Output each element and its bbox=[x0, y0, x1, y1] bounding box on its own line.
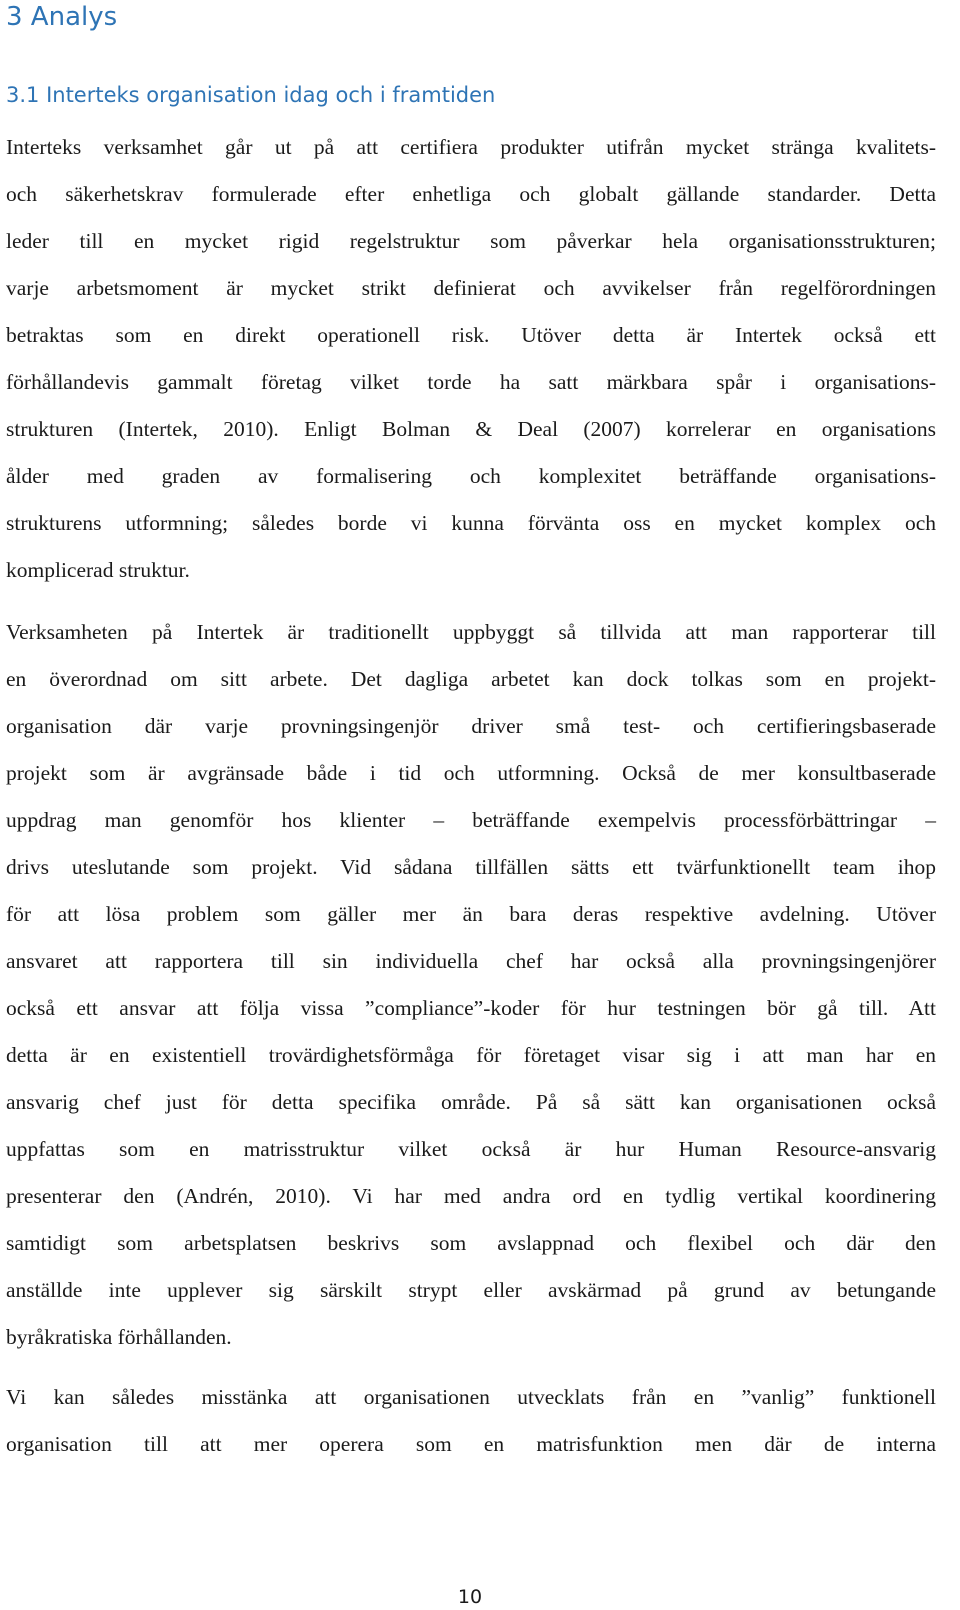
text-line: betraktas som en direkt operationell risk. Utöver detta är Intertek också ett bbox=[6, 323, 936, 347]
text-line: samtidigt som arbetsplatsen beskrivs som avslappnad och flexibel och där den bbox=[6, 1231, 936, 1255]
text-line: strukturen (Intertek, 2010). Enligt Bolman & Deal (2007) korrelerar en organisations bbox=[6, 417, 936, 441]
text-line: uppdrag man genomför hos klienter – beträffande exempelvis processförbättringar – bbox=[6, 808, 936, 832]
text-line: Vi kan således misstänka att organisationen utvecklats från en ”vanlig” funktionell bbox=[6, 1385, 936, 1409]
text-line: och säkerhetskrav formulerade efter enhetliga och globalt gällande standarder. Detta bbox=[6, 182, 936, 206]
text-line: anställde inte upplever sig särskilt strypt eller avskärmad på grund av betungande bbox=[6, 1278, 936, 1302]
chapter-heading: 3 Analys bbox=[6, 2, 118, 32]
text-line: Interteks verksamhet går ut på att certifiera produkter utifrån mycket stränga kvalitets- bbox=[6, 135, 936, 159]
text-line: ålder med graden av formalisering och komplexitet beträffande organisations- bbox=[6, 464, 936, 488]
text-line: strukturens utformning; således borde vi kunna förvänta oss en mycket komplex och bbox=[6, 511, 936, 535]
text-line: organisation där varje provningsingenjör driver små test- och certifieringsbaserade bbox=[6, 714, 936, 738]
page-number: 10 bbox=[457, 1586, 483, 1608]
text-line: byråkratiska förhållanden. bbox=[6, 1325, 232, 1349]
text-line: varje arbetsmoment är mycket strikt definierat och avvikelser från regelförordningen bbox=[6, 276, 936, 300]
text-line: drivs uteslutande som projekt. Vid sådana tillfällen sätts ett tvärfunktionellt team ihop bbox=[6, 855, 936, 879]
text-line: också ett ansvar att följa vissa ”compliance”-koder för hur testningen bör gå till. Att bbox=[6, 996, 936, 1020]
text-line: leder till en mycket rigid regelstruktur som påverkar hela organisationsstrukturen; bbox=[6, 229, 936, 253]
section-heading: 3.1 Interteks organisation idag och i framtiden bbox=[6, 83, 496, 107]
text-line: presenterar den (Andrén, 2010). Vi har med andra ord en tydlig vertikal koordinering bbox=[6, 1184, 936, 1208]
text-line: för att lösa problem som gäller mer än bara deras respektive avdelning. Utöver bbox=[6, 902, 936, 926]
text-line: uppfattas som en matrisstruktur vilket också är hur Human Resource-ansvarig bbox=[6, 1137, 936, 1161]
paragraph-2 bbox=[6, 609, 936, 1361]
text-line: ansvarig chef just för detta specifika område. På så sätt kan organisationen också bbox=[6, 1090, 936, 1114]
text-line: detta är en existentiell trovärdighetsförmåga för företaget visar sig i att man har en bbox=[6, 1043, 936, 1067]
text-line: Verksamheten på Intertek är traditionellt uppbyggt så tillvida att man rapporterar till bbox=[6, 620, 936, 644]
text-line: komplicerad struktur. bbox=[6, 558, 190, 582]
paragraph-3 bbox=[6, 1374, 936, 1468]
text-line: projekt som är avgränsade både i tid och utformning. Också de mer konsultbaserade bbox=[6, 761, 936, 785]
text-line: en överordnad om sitt arbete. Det dagliga arbetet kan dock tolkas som en projekt- bbox=[6, 667, 936, 691]
text-line: förhållandevis gammalt företag vilket torde ha satt märkbara spår i organisations- bbox=[6, 370, 936, 394]
text-line: organisation till att mer operera som en matrisfunktion men där de interna bbox=[6, 1432, 936, 1456]
text-line: ansvaret att rapportera till sin individuella chef har också alla provningsingenjörer bbox=[6, 949, 936, 973]
paragraph-1 bbox=[6, 124, 936, 594]
